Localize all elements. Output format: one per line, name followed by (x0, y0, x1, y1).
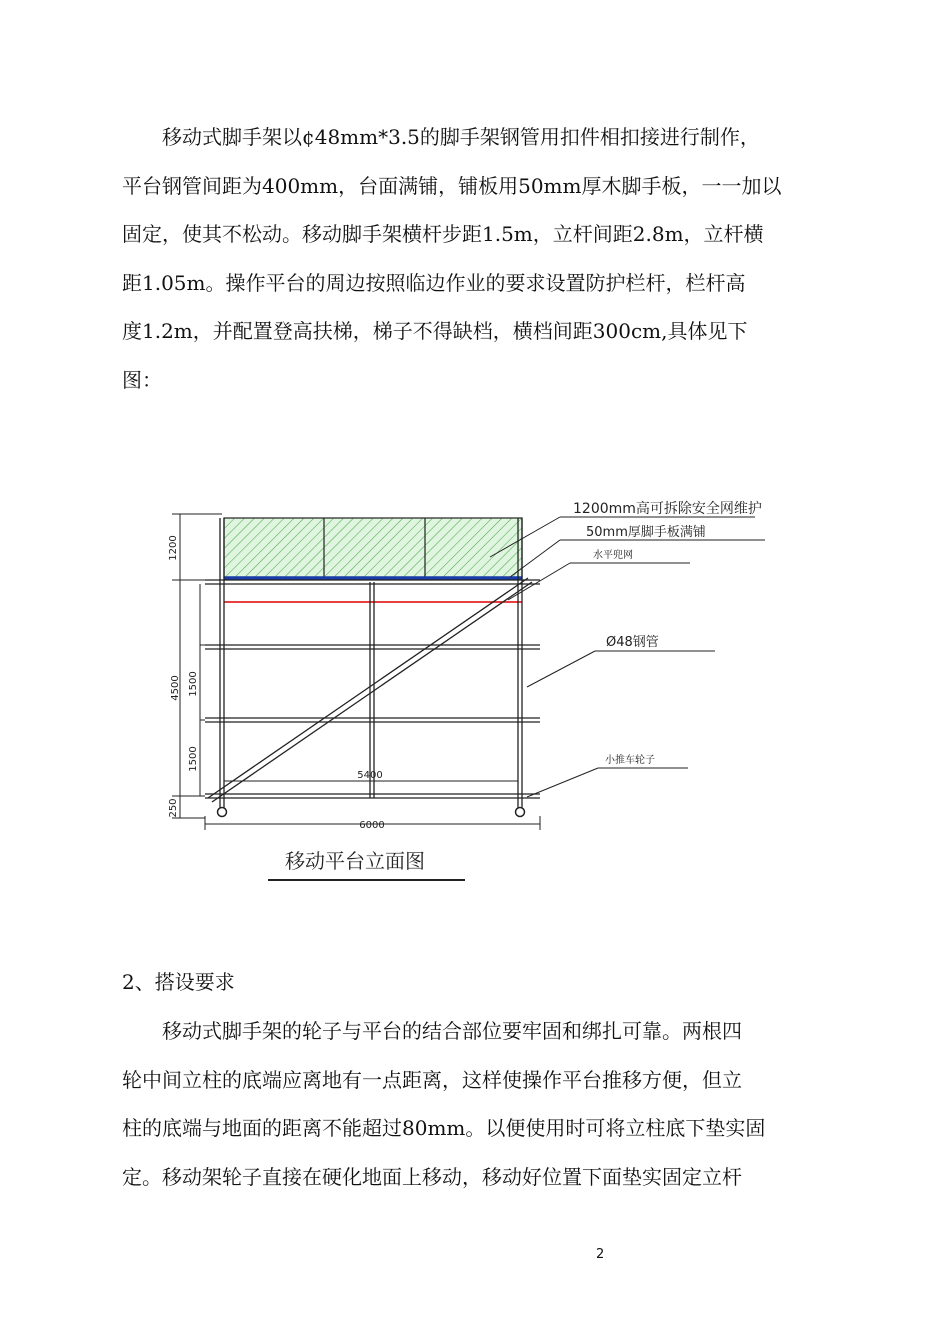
dim-top-label: 1200 (168, 535, 179, 561)
text-line: 移动式脚手架的轮子与平台的结合部位要牢固和绑扎可靠。两根四 (122, 1019, 742, 1043)
net-label: 水平兜网 (593, 550, 633, 561)
wheel-icon (218, 808, 227, 817)
text-line: 图： (122, 367, 162, 392)
dim-step-label: 1500 (188, 746, 199, 772)
dim-step-label: 1500 (188, 671, 199, 697)
text-line: 定。移动架轮子直接在硬化地面上移动，移动好位置下面垫实固定立杆 (122, 1164, 742, 1189)
wheel-icon (516, 808, 525, 817)
intro-paragraph (122, 113, 828, 404)
page-number: 2 (596, 1247, 605, 1262)
body-paragraph (122, 1007, 828, 1201)
text-line: 距1.05m。操作平台的周边按照临边作业的要求设置防护栏杆，栏杆高 (122, 270, 746, 295)
guardrail-panels (224, 518, 522, 578)
dim-total-label: 4500 (170, 675, 181, 701)
guardrail-label: 1200mm高可拆除安全网维护 (573, 501, 762, 517)
text-line: 移动式脚手架以¢48mm*3.5的脚手架钢管用扣件相扣接进行制作， (122, 125, 760, 149)
section-heading: 2、搭设要求 (122, 970, 235, 994)
text-line: 柱的底端与地面的距离不能超过80mm。以便使用时可将立柱底下垫实固 (122, 1116, 766, 1140)
plank-label: 50mm厚脚手板满铺 (586, 525, 706, 540)
text-line: 平台钢管间距为400mm，台面满铺，铺板用50mm厚木脚手板，一一加以 (122, 173, 782, 198)
text-line: 固定，使其不松动。移动脚手架横杆步距1.5m，立杆间距2.8m，立杆横 (122, 222, 764, 246)
text-line: 轮中间立柱的底端应离地有一点距离，这样使操作平台推移方便，但立 (122, 1067, 742, 1092)
diagonal-brace (208, 578, 528, 798)
tube-label: Ø48钢管 (606, 635, 659, 650)
dim-outer-width-label: 6000 (359, 820, 385, 831)
text-line: 度1.2m，并配置登高扶梯，梯子不得缺档，横档间距300cm,具体见下 (122, 319, 748, 343)
dim-inner-width-label: 5400 (357, 770, 383, 781)
figure-caption: 移动平台立面图 (285, 849, 425, 873)
platform-elevation-drawing (0, 480, 950, 900)
wheel-label: 小推车轮子 (605, 755, 655, 766)
dim-bottom-label: 250 (168, 798, 179, 818)
